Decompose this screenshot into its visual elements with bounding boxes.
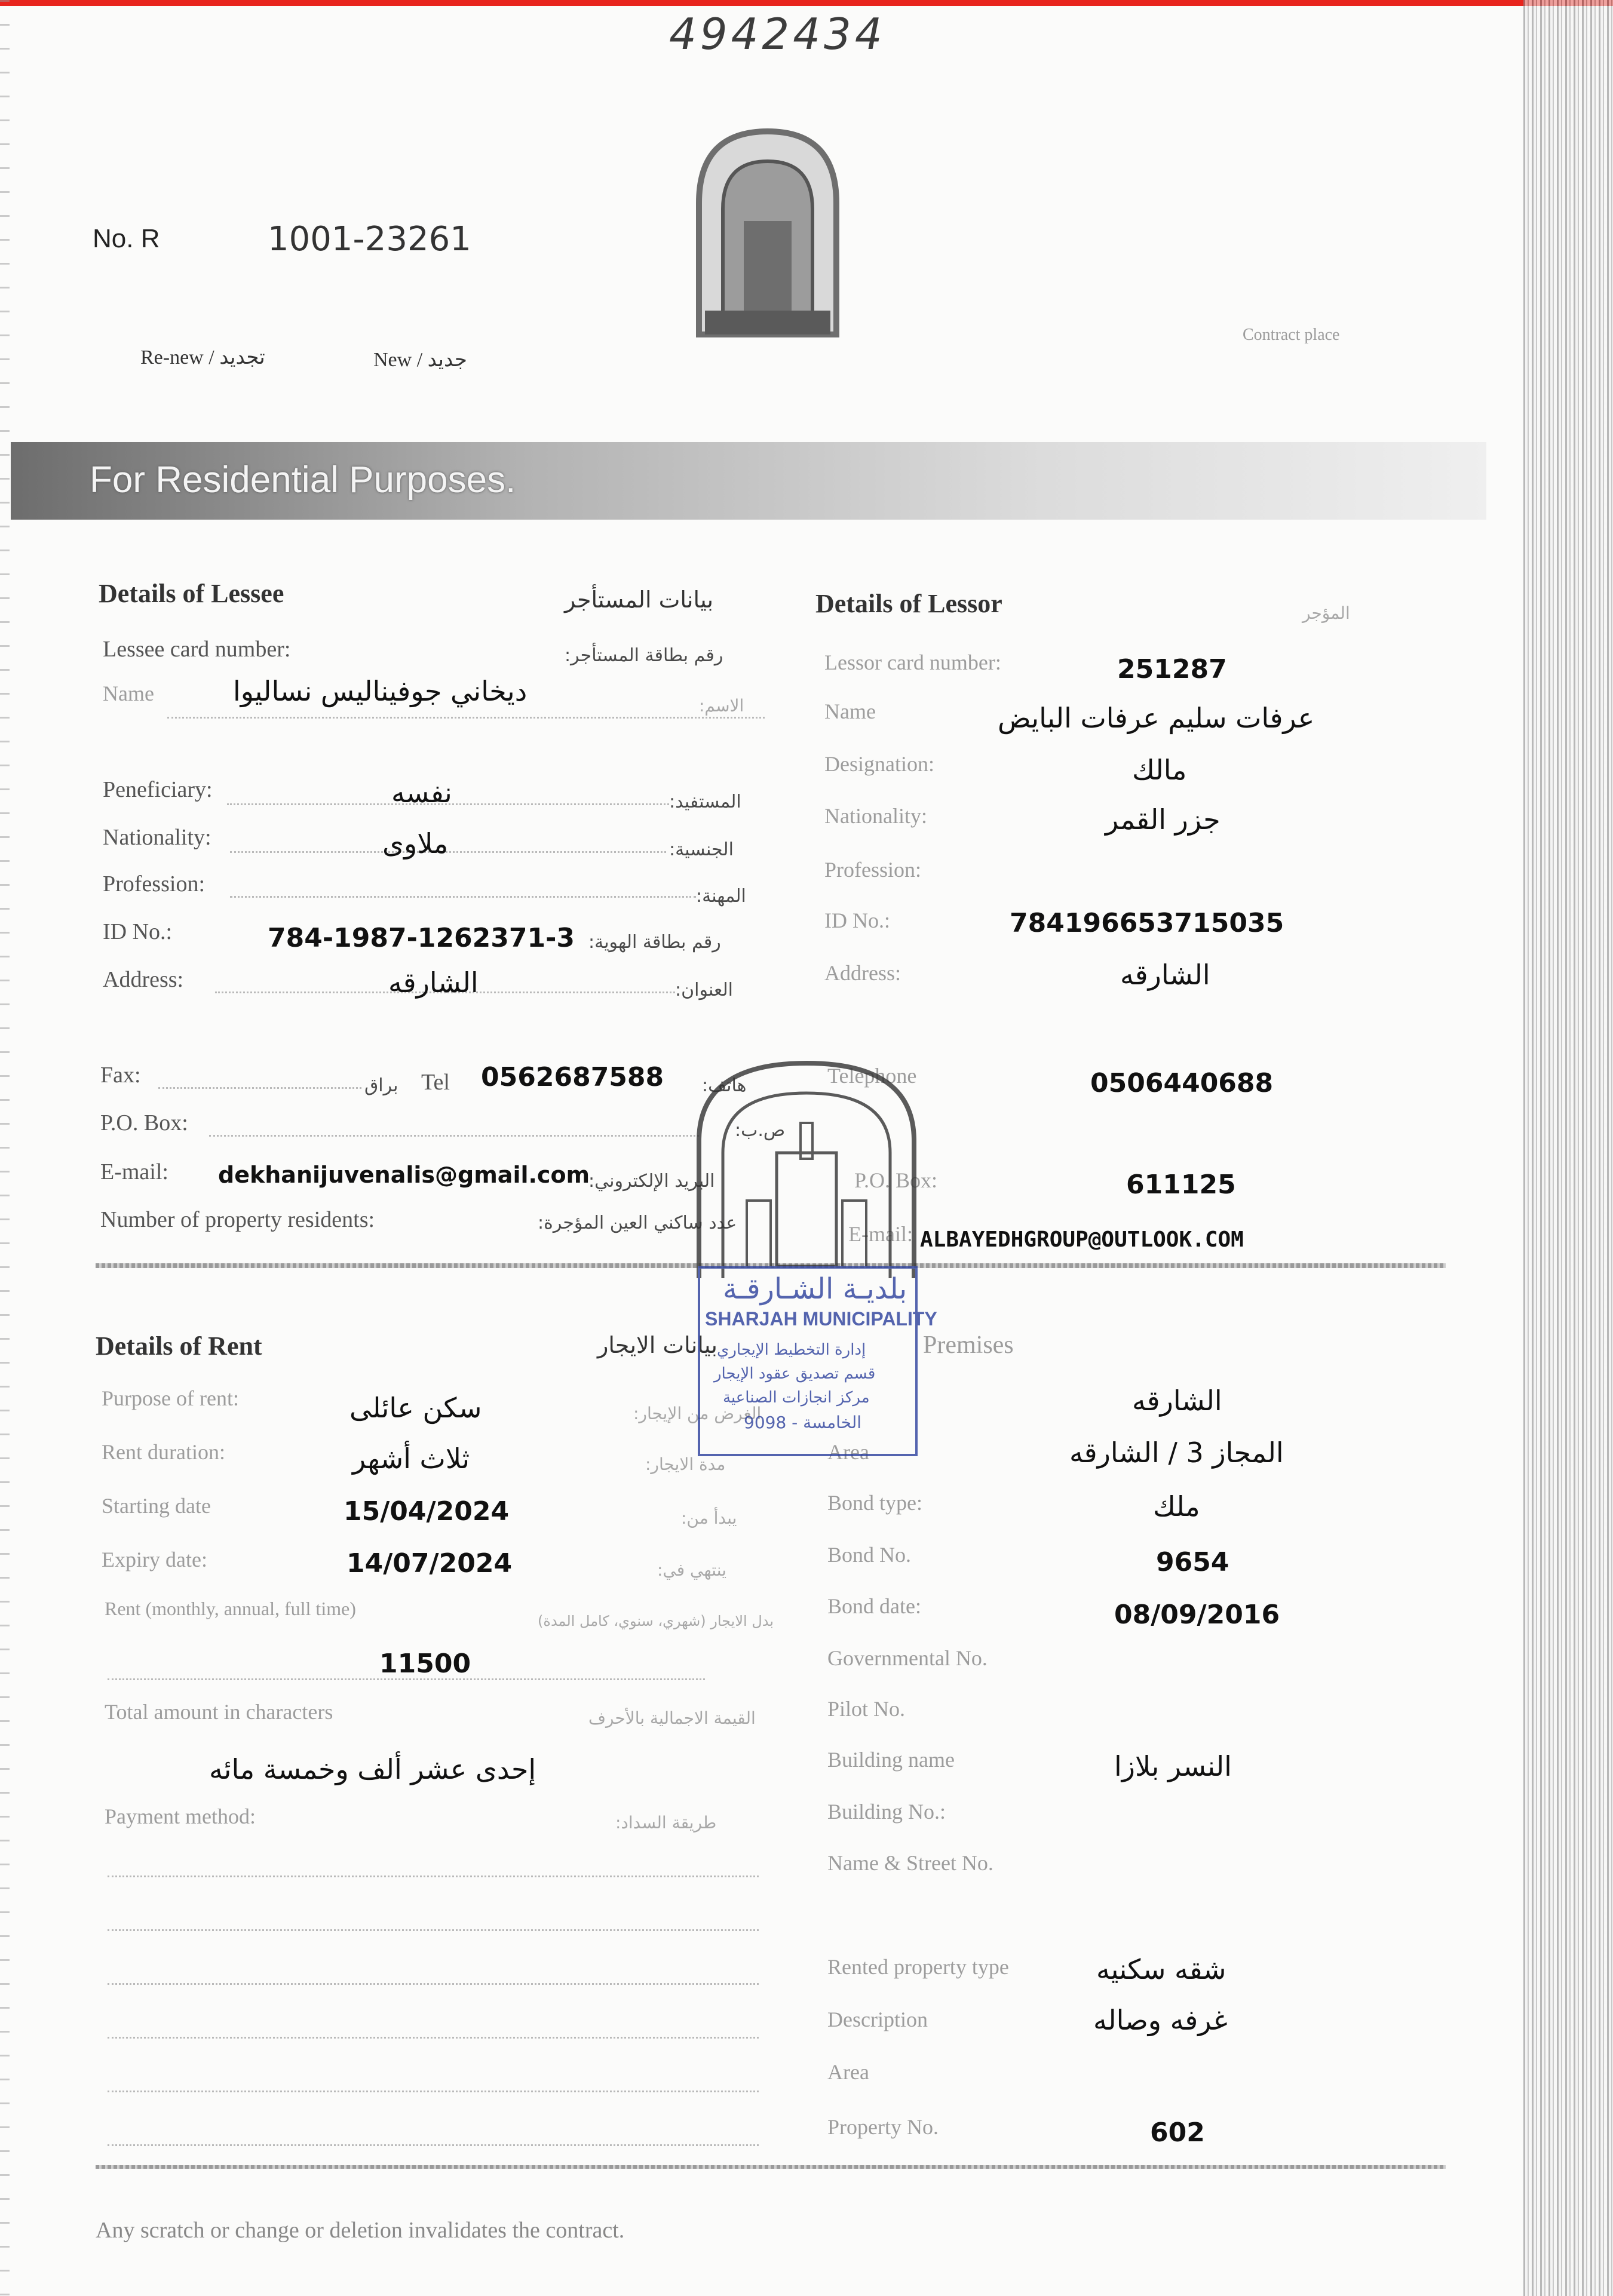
lessor-address-label: Address: bbox=[824, 961, 901, 985]
handwritten-number: 4942434 bbox=[669, 9, 886, 59]
lessor-heading: Details of Lessor bbox=[815, 589, 1002, 618]
bond-date-label: Bond date: bbox=[827, 1594, 921, 1618]
rent-amount-label: Rent (monthly, annual, full time) bbox=[105, 1598, 356, 1619]
sharjah-emblem-logo bbox=[687, 119, 848, 340]
property-type-value: شقه سكنيه bbox=[1096, 1953, 1226, 1985]
description-label: Description bbox=[827, 2008, 928, 2031]
lessee-card-label-ar: رقم بطاقة المستأجر: bbox=[565, 645, 723, 666]
beneficiary-label: Peneficiary: bbox=[103, 777, 213, 802]
bond-date-value: 08/09/2016 bbox=[1114, 1600, 1280, 1630]
fax-label-ar: براق bbox=[364, 1075, 398, 1096]
lessor-email-value: ALBAYEDHGROUP@OUTLOOK.COM bbox=[920, 1227, 1244, 1252]
lessee-id-label-ar: رقم بطاقة الهوية: bbox=[588, 932, 721, 953]
designation-value: مالك bbox=[1132, 754, 1187, 786]
description-value: غرفه وصاله bbox=[1093, 2004, 1228, 2036]
start-date-label-ar: يبدأ من: bbox=[681, 1508, 737, 1528]
start-date-label: Starting date bbox=[102, 1494, 211, 1518]
bond-type-value: ملك bbox=[1153, 1490, 1200, 1523]
stamp-ar-title: بلديـة الشـارقـة bbox=[723, 1272, 907, 1306]
emirate-value: الشارقه bbox=[1132, 1385, 1222, 1417]
building-name-value: النسر بلازا bbox=[1114, 1750, 1232, 1782]
lessor-email-label: E-mail: bbox=[848, 1222, 913, 1246]
footer-divider bbox=[96, 2165, 1446, 2169]
lessor-pobox-value: 611125 bbox=[1126, 1170, 1236, 1200]
lessee-nationality-label-ar: الجنسية: bbox=[669, 839, 734, 860]
stamp-line-4: الخامسة - 9098 bbox=[744, 1413, 862, 1432]
building-no-label: Building No.: bbox=[827, 1800, 946, 1824]
lessee-address-label: Address: bbox=[103, 967, 184, 992]
start-date-value: 15/04/2024 bbox=[344, 1496, 510, 1527]
property-type-label: Rented property type bbox=[827, 1955, 1009, 1979]
lessor-heading-ar: المؤجر bbox=[1302, 603, 1350, 623]
scan-left-specks bbox=[0, 0, 10, 2296]
top-red-edge bbox=[0, 0, 1613, 6]
lessee-nationality-label: Nationality: bbox=[103, 825, 211, 850]
tel-label-ar: هاتف: bbox=[702, 1075, 747, 1096]
stamp-line-2: قسم تصديق عقود الإيجار bbox=[714, 1365, 876, 1383]
lessee-heading-ar: بيانات المستأجر bbox=[565, 587, 714, 613]
expiry-date-value: 14/07/2024 bbox=[346, 1548, 513, 1579]
lessee-pobox-label: P.O. Box: bbox=[100, 1110, 188, 1135]
duration-label-ar: مدة الايجار: bbox=[645, 1454, 726, 1474]
lessor-address-value: الشارقه bbox=[1120, 959, 1210, 991]
area2-label: Area bbox=[827, 2060, 869, 2084]
rent-heading-ar: بيانات الايجار bbox=[597, 1332, 717, 1358]
lessee-name-label-ar: الاسم: bbox=[699, 696, 744, 716]
gov-no-label: Governmental No. bbox=[827, 1646, 988, 1670]
contract-no-label: No. R bbox=[93, 224, 160, 253]
rent-heading: Details of Rent bbox=[96, 1331, 262, 1361]
stamp-en-title: SHARJAH MUNICIPALITY bbox=[705, 1308, 937, 1330]
residents-label-ar: عدد ساكني العين المؤجرة: bbox=[538, 1213, 737, 1233]
property-no-label: Property No. bbox=[827, 2115, 939, 2139]
lessor-pobox-label: P.O. Box: bbox=[854, 1168, 938, 1192]
lessee-email-value: dekhanijuvenalis@gmail.com bbox=[218, 1162, 590, 1188]
bond-type-label: Bond type: bbox=[827, 1491, 922, 1515]
footer-notice: Any scratch or change or deletion invalidates the contract. bbox=[96, 2218, 625, 2243]
payment-method-label-ar: طريقة السداد: bbox=[615, 1813, 717, 1832]
lessor-telephone-label: Telephone bbox=[827, 1064, 917, 1088]
lessor-name-value: عرفات سليم عرفات البايض bbox=[998, 702, 1315, 734]
lessee-email-label: E-mail: bbox=[100, 1159, 168, 1184]
payment-method-label: Payment method: bbox=[105, 1804, 256, 1828]
lessee-id-value: 784-1987-1262371-3 bbox=[268, 923, 575, 953]
plot-no-label: Pilot No. bbox=[827, 1697, 906, 1721]
total-chars-value: إحدى عشر ألف وخمسة مائه bbox=[209, 1753, 536, 1785]
fax-label: Fax: bbox=[100, 1063, 141, 1088]
bond-no-value: 9654 bbox=[1156, 1547, 1229, 1577]
lessee-card-label: Lessee card number: bbox=[103, 637, 291, 662]
lessor-name-label: Name bbox=[824, 699, 876, 723]
residents-label: Number of property residents: bbox=[100, 1207, 375, 1232]
beneficiary-value: نفسه bbox=[391, 776, 452, 809]
tel-label: Tel bbox=[421, 1070, 450, 1095]
lessee-profession-label: Profession: bbox=[103, 871, 205, 897]
lessor-nationality-label: Nationality: bbox=[824, 804, 927, 828]
stamp-line-1: إدارة التخطيط الإيجاري bbox=[717, 1341, 866, 1359]
stamp-line-3: مركز انجازات الصناعية bbox=[723, 1389, 870, 1407]
lessee-email-label-ar: البريد الإلكتروني: bbox=[588, 1171, 715, 1192]
contract-no-value: 1001-23261 bbox=[268, 220, 471, 259]
lessor-card-value: 251287 bbox=[1117, 654, 1227, 684]
lessor-card-label: Lessor card number: bbox=[824, 650, 1001, 674]
beneficiary-label-ar: المستفيد: bbox=[669, 791, 741, 812]
contract-place-label: Contract place bbox=[1243, 326, 1340, 344]
purpose-label: Purpose of rent: bbox=[102, 1386, 239, 1410]
scan-edge-shadow bbox=[1523, 0, 1613, 2296]
lessee-pobox-label-ar: ص.ب: bbox=[735, 1120, 786, 1141]
lessee-tel-value: 0562687588 bbox=[481, 1062, 664, 1092]
stamp-castle-graphic bbox=[687, 1051, 926, 1278]
lessee-profession-label-ar: المهنة: bbox=[696, 886, 746, 907]
bond-no-label: Bond No. bbox=[827, 1543, 912, 1567]
duration-value: ثلاث أشهر bbox=[352, 1442, 470, 1475]
total-chars-label-ar: القيمة الاجمالية بالأحرف bbox=[588, 1708, 756, 1728]
lessor-id-value: 784196653715035 bbox=[1010, 908, 1284, 938]
banner-title: For Residential Purposes. bbox=[90, 459, 516, 501]
rent-amount-value: 11500 bbox=[379, 1649, 471, 1679]
area-value: المجاز 3 / الشارقه bbox=[1069, 1436, 1284, 1469]
municipality-stamp bbox=[687, 1051, 937, 1457]
purpose-label-ar: الغرض من الإيجار: bbox=[633, 1404, 762, 1423]
lessee-address-label-ar: العنوان: bbox=[675, 980, 733, 1000]
lessee-name-label: Name bbox=[103, 682, 154, 705]
lessor-nationality-value: جزر القمر bbox=[1105, 803, 1221, 836]
premises-heading: Premises bbox=[923, 1331, 1014, 1359]
street-label: Name & Street No. bbox=[827, 1851, 993, 1875]
renew-checkbox-label[interactable]: Re-new / تجديد bbox=[140, 346, 265, 369]
lessee-heading: Details of Lessee bbox=[99, 579, 284, 608]
purpose-value: سكن عائلى bbox=[349, 1392, 482, 1424]
lessee-id-label: ID No.: bbox=[103, 919, 173, 944]
expiry-date-label-ar: ينتهي في: bbox=[657, 1560, 726, 1580]
lessee-nationality-value: ملاوى bbox=[382, 827, 449, 860]
area-label: Area bbox=[827, 1440, 869, 1464]
designation-label: Designation: bbox=[824, 752, 934, 776]
rent-amount-label-ar: بدل الايجار (شهري، سنوي، كامل المدة) bbox=[538, 1613, 774, 1629]
lessor-profession-label: Profession: bbox=[824, 858, 921, 882]
new-checkbox-label[interactable]: New / جديد bbox=[373, 349, 467, 371]
lessee-name-value: ديخاني جوفيناليس نساليوا bbox=[233, 675, 528, 707]
building-name-label: Building name bbox=[827, 1748, 955, 1772]
property-no-value: 602 bbox=[1150, 2117, 1205, 2148]
duration-label: Rent duration: bbox=[102, 1440, 225, 1464]
lessee-address-value: الشارقه bbox=[388, 966, 479, 999]
lessor-telephone-value: 0506440688 bbox=[1090, 1068, 1274, 1098]
total-chars-label: Total amount in characters bbox=[105, 1700, 333, 1724]
expiry-date-label: Expiry date: bbox=[102, 1548, 207, 1571]
lessor-id-label: ID No.: bbox=[824, 908, 890, 932]
